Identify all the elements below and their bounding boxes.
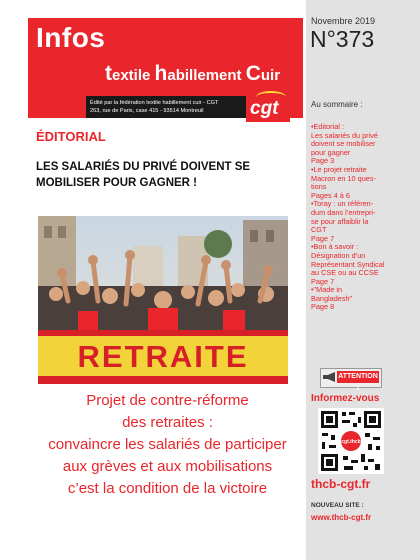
toc-line: Pages 4 à 6: [311, 190, 350, 200]
banner-text: RETRAITE: [77, 339, 249, 374]
brand-word-extile: extile: [112, 67, 155, 84]
toc-line: tions: [311, 182, 327, 192]
callout-text: [30, 390, 305, 500]
megaphone-icon: [323, 372, 335, 382]
new-site-label: NOUVEAU SITE :: [311, 502, 364, 509]
masthead-title: Infos: [36, 22, 106, 53]
publisher-line-2: 263, rue de Paris, case 415 - 93514 Montreuil: [90, 108, 204, 114]
toc-line: Page 8: [311, 302, 335, 312]
brand-word-abillement: abillement: [167, 67, 246, 84]
protest-photo: [38, 216, 288, 384]
toc-line: dum dans l’entrepri-: [311, 207, 376, 217]
callout-line: Projet de contre-réforme: [86, 392, 249, 409]
publisher-line-1: Édité par la fédération textile habillement cuir - CGT: [90, 100, 219, 106]
toc-line: au CSE ou au CCSE: [311, 268, 379, 278]
toc-line: Bangladesh": [311, 293, 353, 303]
qr-site-label: thcb-cgt.fr: [311, 477, 371, 491]
toc-line: •Editorial :: [311, 122, 344, 131]
toc-line: Page 7: [311, 233, 335, 243]
editorial-headline: LES SALARIÉS DU PRIVÉ DOIVENT SE MOBILISER POUR GAGNER !: [36, 161, 251, 189]
logo-text: cgt: [250, 98, 279, 119]
brand-letter-c: C: [245, 62, 261, 85]
brand-word-uir: uir: [260, 67, 281, 84]
table-of-contents: [311, 123, 411, 312]
toc-line: •Le projet retraite: [311, 164, 367, 174]
qr-badge-text: cgt.thcb: [341, 439, 361, 445]
toc-line: doivent se mobiliser: [311, 139, 376, 149]
toc-line: Page 3: [311, 156, 335, 166]
callout-line: convaincre les salariés de participer: [48, 436, 287, 453]
toc-line: Représentant Syndical: [311, 259, 385, 269]
issue-date: Novembre 2019: [311, 16, 376, 26]
attention-badge: [320, 368, 382, 392]
callout-line: aux grèves et aux mobilisations: [62, 458, 273, 475]
toc-line: •Bon à savoir :: [311, 242, 359, 252]
toc-line: Macron en 10 ques-: [311, 173, 376, 183]
toc-line: CGT: [311, 225, 327, 235]
summary-title: Au sommaire :: [311, 100, 363, 109]
toc-line: se pour affaiblir la: [311, 216, 369, 226]
toc-line: •Toray : un référen-: [311, 199, 374, 209]
toc-line: •"Made in: [311, 285, 343, 295]
toc-line: Les salariés du privé: [311, 130, 378, 140]
informez-label: Informez-vous: [311, 393, 380, 404]
section-title: ÉDITORIAL: [36, 129, 106, 144]
brand-letter-h: h: [154, 62, 168, 85]
callout-line: des retraites :: [122, 414, 213, 431]
toc-line: pour gagner: [311, 147, 351, 157]
brand-letter-t: t: [105, 62, 112, 85]
callout-line: c’est la condition de la victoire: [67, 480, 268, 497]
federation-wordmark: [105, 62, 280, 86]
new-site-link[interactable]: www.thcb-cgt.fr: [311, 513, 372, 522]
toc-line: Page 7: [311, 276, 335, 286]
qr-code[interactable]: [318, 408, 384, 474]
toc-line: Désignation d’un: [311, 250, 366, 260]
cgt-logo: [246, 90, 290, 122]
attention-label: ATTENTION !: [338, 373, 378, 392]
issue-number: N°373: [310, 26, 375, 52]
